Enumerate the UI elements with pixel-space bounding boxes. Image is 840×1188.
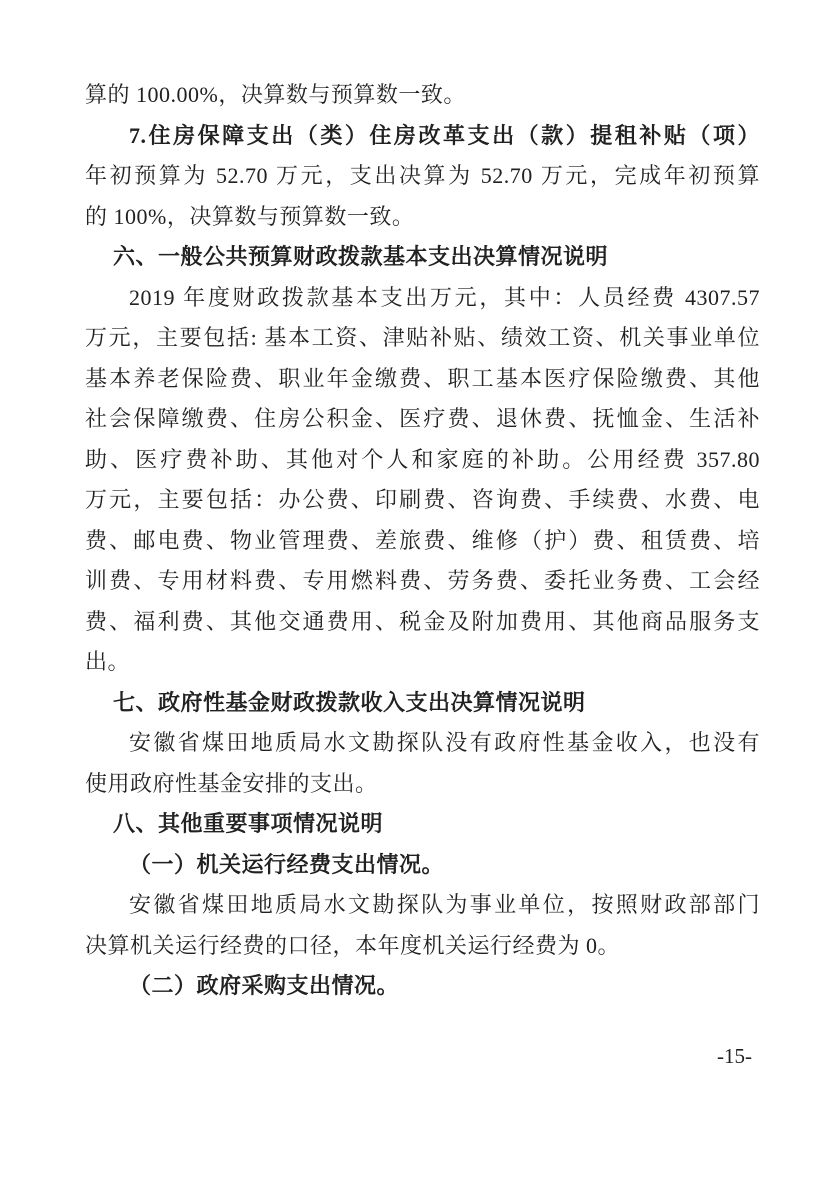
body-line: 2019 年度财政拨款基本支出万元，其中：人员经费 4307.57 [129,284,760,310]
item7-heading-line: 7.住房保障支出（类）住房改革支出（款）提租补贴（项） [129,122,760,148]
subsection-1-heading: （一）机关运行经费支出情况。 [129,851,445,877]
body-line: 使用政府性基金安排的支出。 [85,770,378,796]
body-line: 算的 100.00%，决算数与预算数一致。 [85,82,466,107]
body-line: 费、邮电费、物业管理费、差旅费、维修（护）费、租赁费、培 [85,527,760,553]
body-line: 万元，主要包括: 基本工资、津贴补贴、绩效工资、机关事业单位 [85,325,760,350]
section-7-heading: 七、政府性基金财政拨款收入支出决算情况说明 [113,689,586,715]
body-line: 万元，主要包括：办公费、印刷费、咨询费、手续费、水费、电 [85,487,760,512]
body-line: 决算机关运行经费的口径，本年度机关运行经费为 0。 [85,932,621,958]
section-6-heading: 六、一般公共预算财政拨款基本支出决算情况说明 [113,244,609,269]
body-line: 的 100%，决算数与预算数一致。 [85,203,415,229]
body-line: 社会保障缴费、住房公积金、医疗费、退休费、抚恤金、生活补 [85,406,760,431]
page-number: -15- [717,1044,752,1068]
body-line: 训费、专用材料费、专用燃料费、劳务费、委托业务费、工会经 [85,568,760,593]
body-line: 安徽省煤田地质局水文勘探队没有政府性基金收入，也没有 [129,730,760,755]
section-8-heading: 八、其他重要事项情况说明 [113,811,384,836]
body-line: 年初预算为 52.70 万元，支出决算为 52.70 万元，完成年初预算 [85,163,760,188]
body-line: 费、福利费、其他交通费用、税金及附加费用、其他商品服务支 [85,608,760,634]
body-line: 助、医疗费补助、其他对个人和家庭的补助。公用经费 357.80 [85,446,760,472]
body-line: 安徽省煤田地质局水文勘探队为事业单位，按照财政部部门 [129,892,760,917]
body-line: 基本养老保险费、职业年金缴费、职工基本医疗保险缴费、其他 [85,365,760,391]
subsection-2-heading: （二）政府采购支出情况。 [129,973,400,998]
body-line: 出。 [85,649,131,674]
